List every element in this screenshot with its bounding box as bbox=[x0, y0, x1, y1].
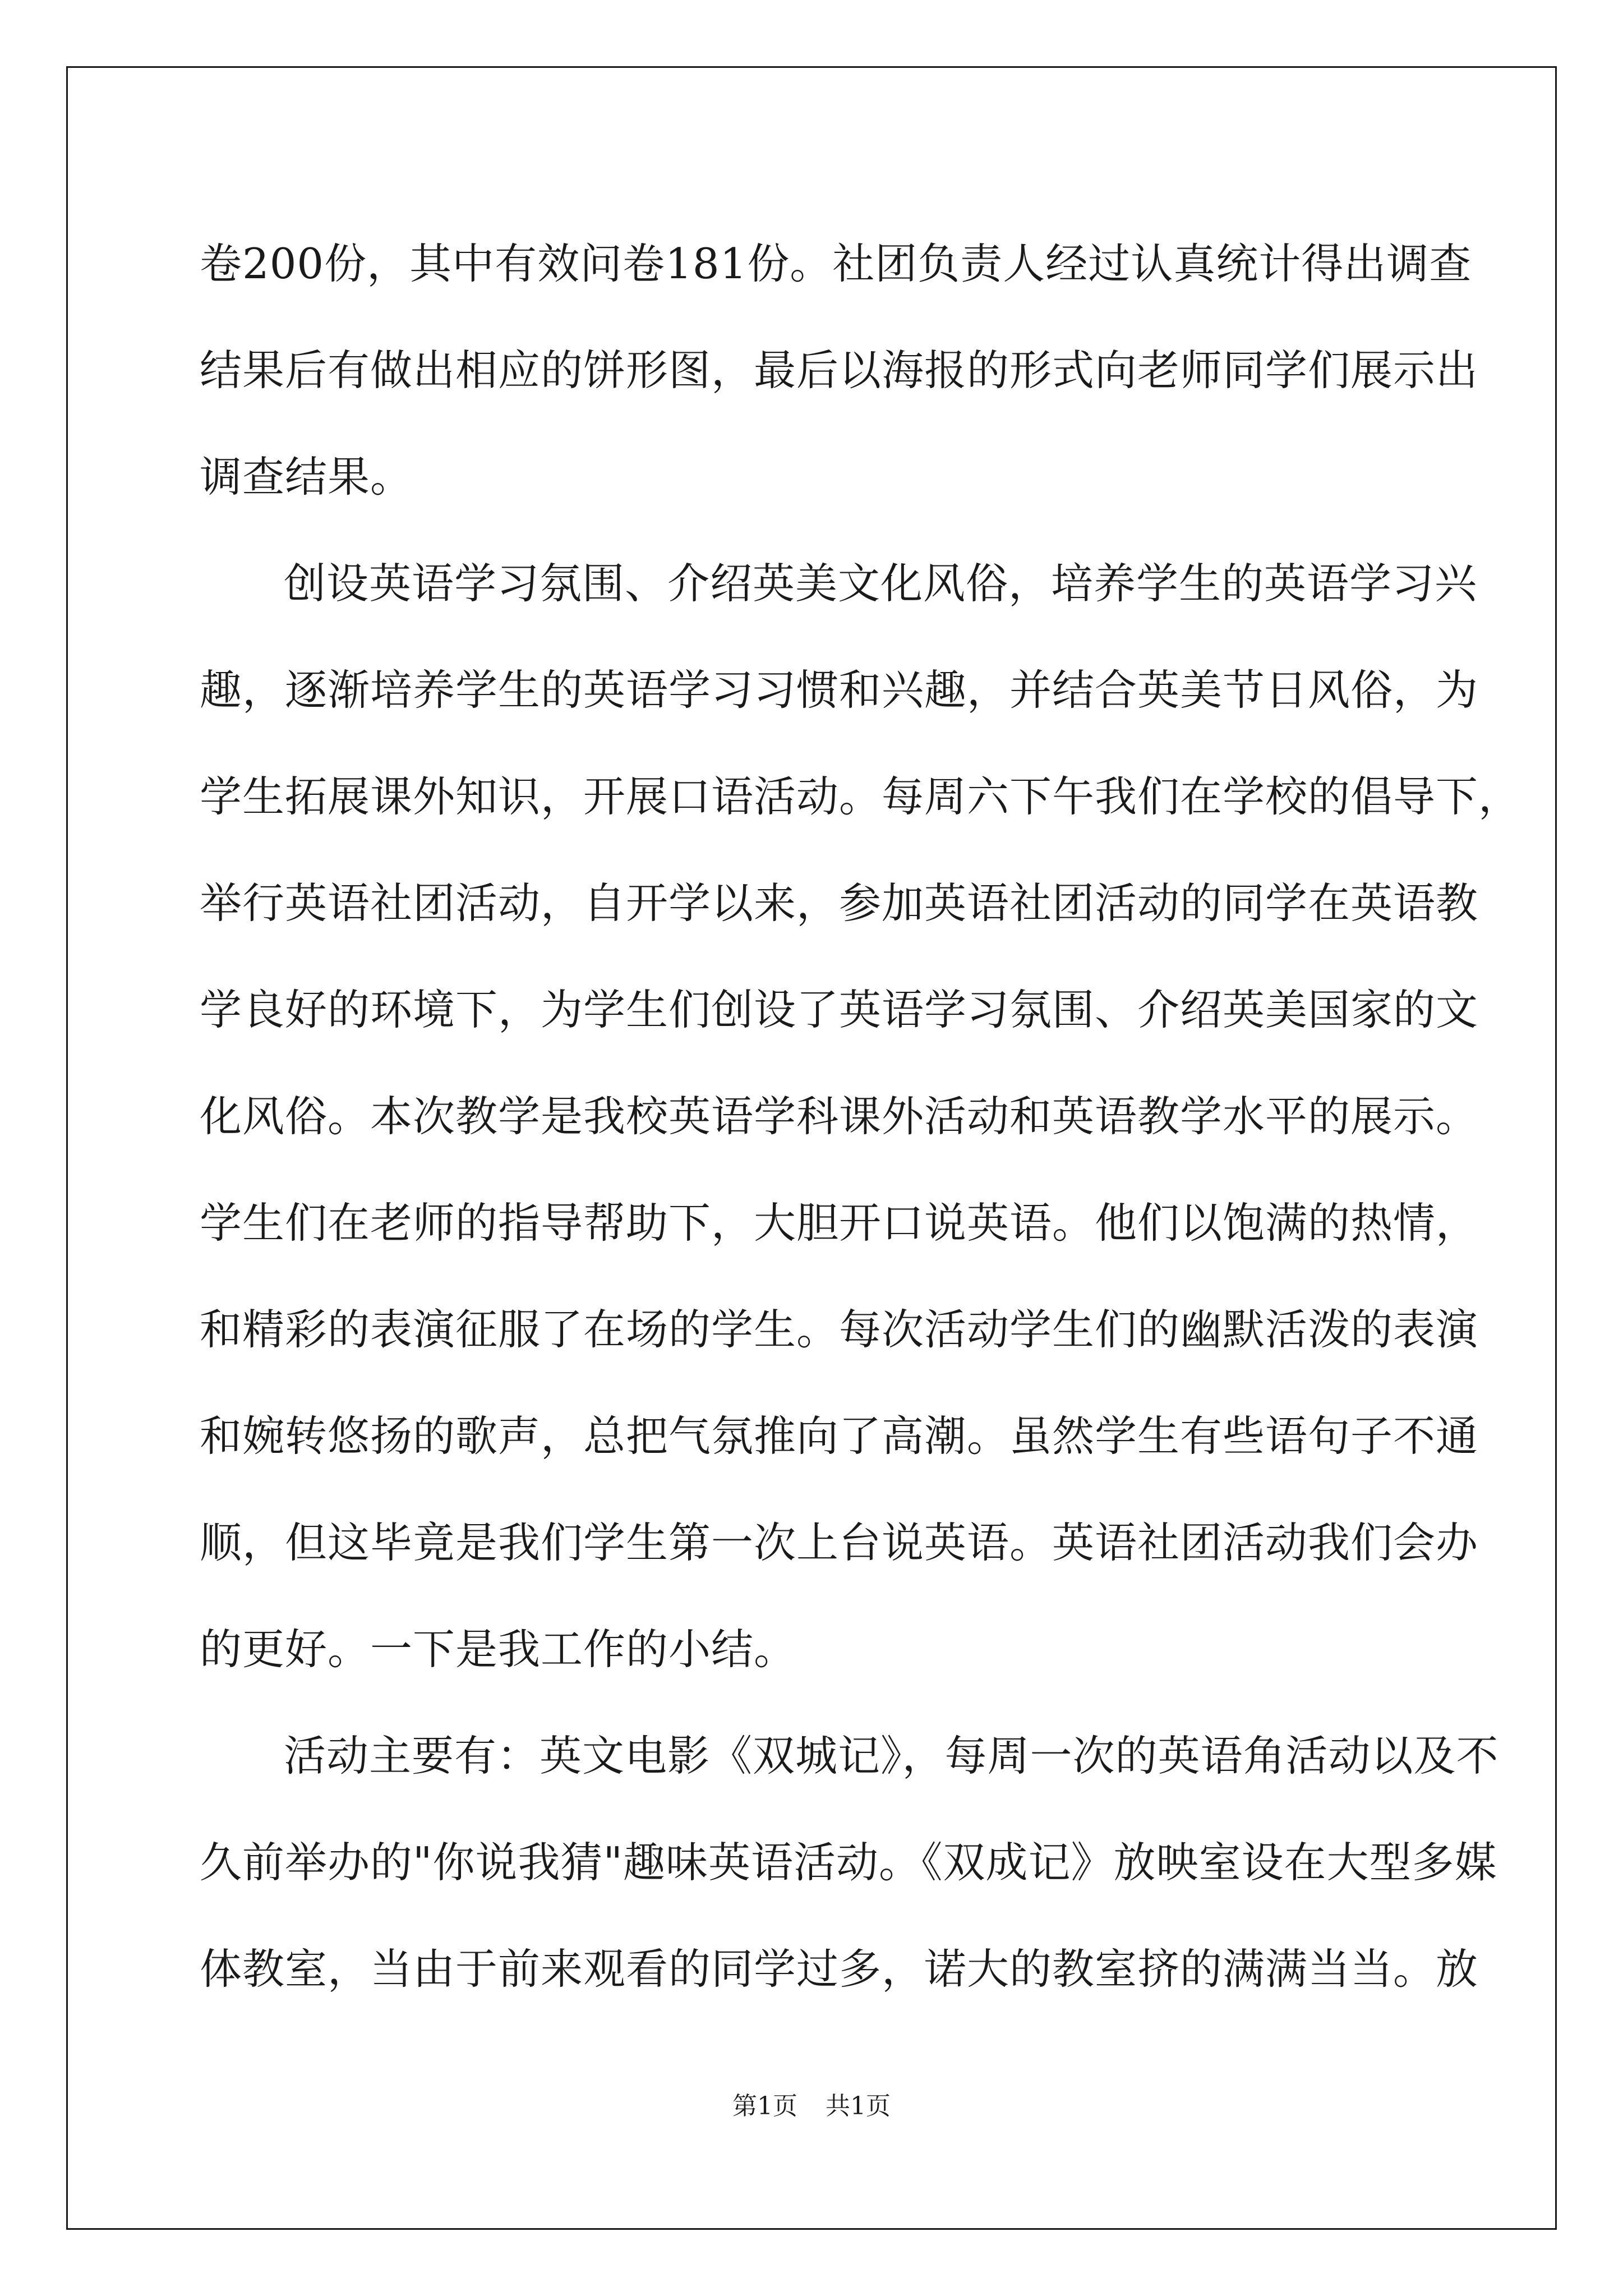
paragraph-start-line: 创设英语学习氛围、介绍英美文化风俗，培养学生的英语学习兴 bbox=[284, 559, 1478, 608]
text-line: 学生们在老师的指导帮助下，大胆开口说英语。他们以饱满的热情， bbox=[200, 1198, 1479, 1248]
text-line: 结果后有做出相应的饼形图，最后以海报的形式向老师同学们展示出 bbox=[200, 346, 1479, 395]
text-line: 顺，但这毕竟是我们学生第一次上台说英语。英语社团活动我们会办 bbox=[200, 1518, 1479, 1567]
text-line: 和精彩的表演征服了在场的学生。每次活动学生们的幽默活泼的表演 bbox=[200, 1305, 1479, 1354]
page-total: 共1页 bbox=[826, 2092, 891, 2120]
text-line: 的更好。一下是我工作的小结。 bbox=[200, 1625, 797, 1674]
page-number: 第1页 bbox=[732, 2092, 797, 2120]
text-line: 学良好的环境下，为学生们创设了英语学习氛围、介绍英美国家的文 bbox=[200, 985, 1479, 1034]
text-line: 举行英语社团活动，自开学以来，参加英语社团活动的同学在英语教 bbox=[200, 878, 1479, 928]
text-line: 和婉转悠扬的歌声，总把气氛推向了高潮。虽然学生有些语句子不通 bbox=[200, 1411, 1479, 1461]
text-line: 学生拓展课外知识，开展口语活动。每周六下午我们在学校的倡导下， bbox=[200, 772, 1521, 821]
text-line: 久前举办的"你说我猜"趣味英语活动。《双成记》放映室设在大型多媒 bbox=[200, 1838, 1497, 1887]
text-line: 卷200份，其中有效问卷181份。社团负责人经过认真统计得出调查 bbox=[200, 239, 1472, 288]
text-line: 趣，逐渐培养学生的英语学习习惯和兴趣，并结合英美节日风俗，为 bbox=[200, 665, 1479, 715]
paragraph-start-line: 活动主要有：英文电影《双城记》，每周一次的英语角活动以及不 bbox=[284, 1731, 1499, 1780]
text-line: 体教室，当由于前来观看的同学过多，诺大的教室挤的满满当当。放 bbox=[200, 1944, 1479, 1994]
document-body bbox=[200, 210, 1521, 2022]
text-line: 化风俗。本次教学是我校英语学科课外活动和英语教学水平的展示。 bbox=[200, 1092, 1479, 1141]
text-line: 调查结果。 bbox=[200, 452, 413, 501]
page-footer bbox=[0, 2086, 1623, 2122]
